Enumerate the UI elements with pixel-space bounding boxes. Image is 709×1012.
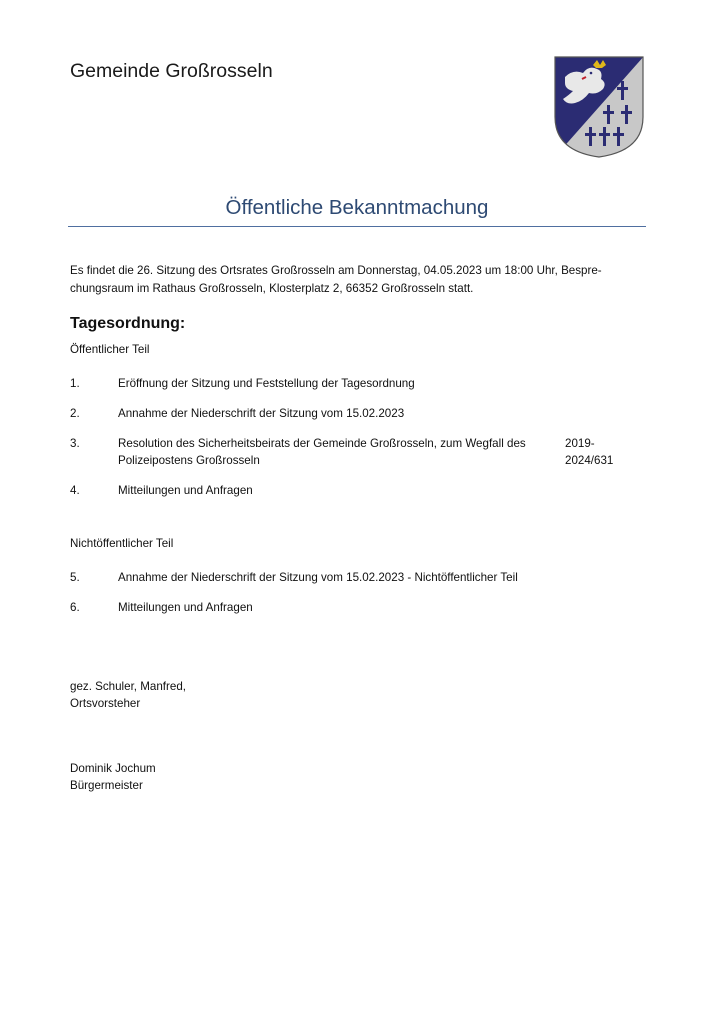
- item-text: Annahme der Niederschrift der Sitzung vom 15.02.2023 - Nichtöffentlicher Teil: [118, 571, 518, 584]
- item-number: 2.: [70, 407, 80, 420]
- title-underline: [68, 226, 646, 227]
- signature-role: Bürgermeister: [70, 779, 143, 792]
- item-number: 3.: [70, 437, 80, 450]
- coat-of-arms-icon: [553, 55, 645, 159]
- agenda-heading: Tagesordnung:: [70, 315, 186, 332]
- intro-line: Es findet die 26. Sitzung des Ortsrates Großrosseln am Donnerstag, 04.05.2023 um 18:00 Uhr, Bespre-: [70, 264, 602, 277]
- item-text: Eröffnung der Sitzung und Feststellung der Tagesordnung: [118, 377, 415, 390]
- item-text: Mitteilungen und Anfragen: [118, 484, 253, 497]
- item-number: 4.: [70, 484, 80, 497]
- item-number: 6.: [70, 601, 80, 614]
- item-text: Annahme der Niederschrift der Sitzung vom 15.02.2023: [118, 407, 405, 420]
- item-text: Resolution des Sicherheitsbeirats der Gemeinde Großrosseln, zum Wegfall des Polizeipostens Großrosseln: [118, 437, 526, 467]
- intro-line: chungsraum im Rathaus Großrosseln, Klosterplatz 2, 66352 Großrosseln statt.: [70, 282, 474, 295]
- intro-paragraph: [70, 262, 638, 298]
- signature-role: Ortsvorsteher: [70, 697, 141, 710]
- signature-block-mayor-local: [70, 678, 186, 712]
- signature-name: Dominik Jochum: [70, 762, 156, 775]
- signature-block-mayor: [70, 760, 156, 794]
- public-section-label: Öffentlicher Teil: [70, 343, 150, 356]
- item-reference: 2019-2024/631: [565, 437, 614, 467]
- nonpublic-section-label: Nichtöffentlicher Teil: [70, 537, 174, 550]
- page-title: Öffentliche Bekanntmachung: [225, 196, 489, 219]
- item-text: Mitteilungen und Anfragen: [118, 601, 253, 614]
- signature-name: gez. Schuler, Manfred,: [70, 680, 186, 693]
- item-number: 5.: [70, 571, 80, 584]
- item-number: 1.: [70, 377, 80, 390]
- municipality-name: Gemeinde Großrosseln: [70, 60, 273, 82]
